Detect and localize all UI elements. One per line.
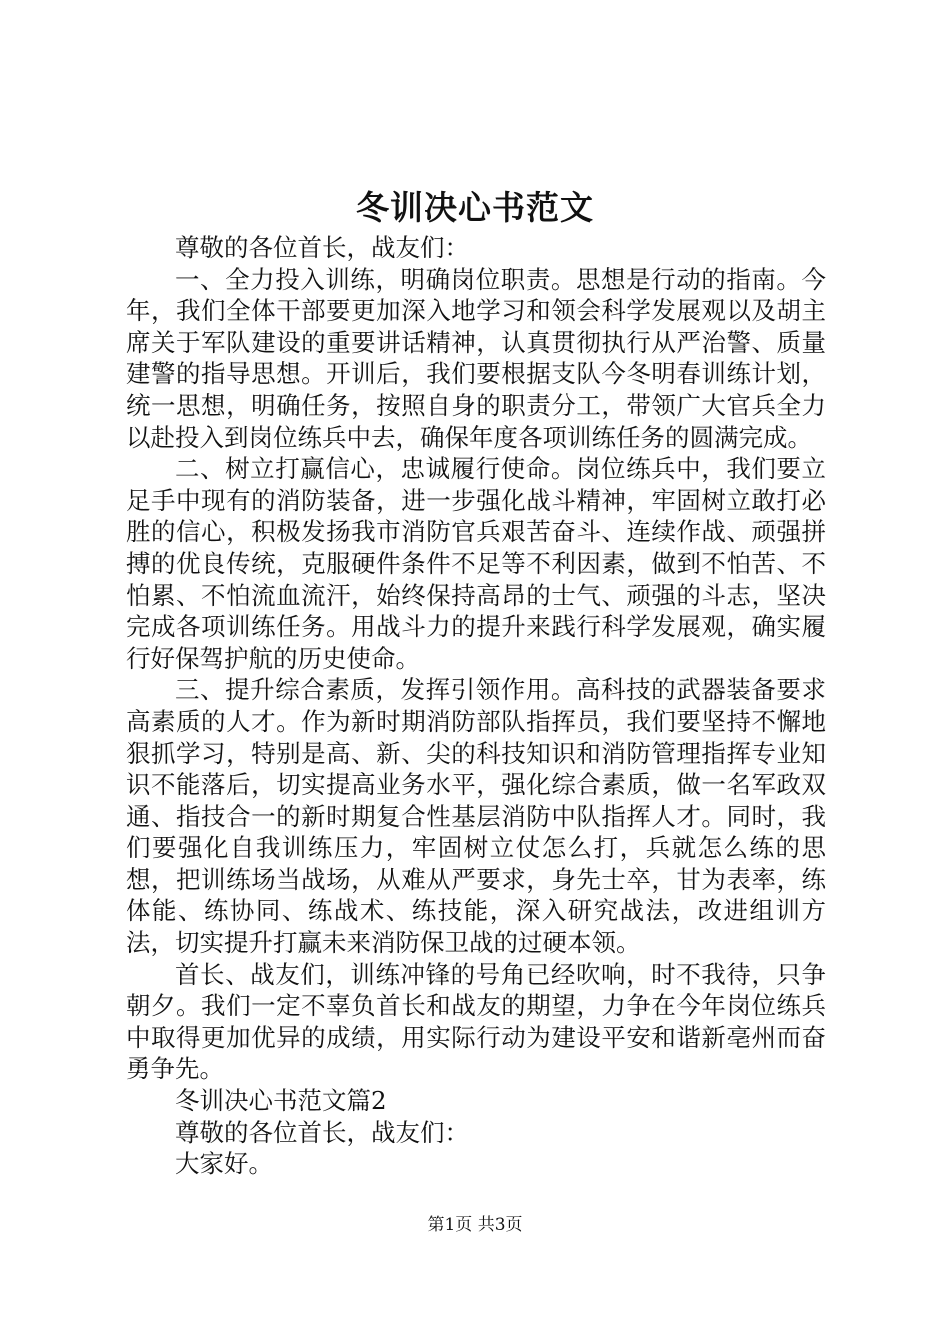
paragraph-section-heading: 冬训决心书范文篇2 [175,1086,387,1116]
paragraph-point-three: 三、提升综合素质，发挥引领作用。高科技的武器装备要求高素质的人才。作为新时期消防部队指挥员，我们要坚持不懈地狠抓学习，特别是高、新、尖的科技知识和消防管理指挥专业知识不能落后，切实提高业务水平，强化综合素质，做一名军政双通、指技合一的新时期复合性基层消防中队指挥人才。同时，我们要强化自我训练压力，牢固树立仗怎么打，兵就怎么练的思想，把训练场当战场，从难从严要求，身先士卒，甘为表率，练体能、练协同、练战术、练技能，深入研究战法，改进组训方法，切实提升打赢未来消防保卫战的过硬本领。 [126,675,826,958]
paragraph-point-one: 一、全力投入训练，明确岗位职责。思想是行动的指南。今年，我们全体干部要更加深入地学习和领会科学发展观以及胡主席关于军队建设的重要讲话精神，认真贯彻执行从严治警、质量建警的指导思想。开训后，我们要根据支队今冬明春训练计划，统一思想，明确任务，按照自身的职责分工，带领广大官兵全力以赴投入到岗位练兵中去，确保年度各项训练任务的圆满完成。 [126,264,826,452]
paragraph-salutation-2: 尊敬的各位首长，战友们： [175,1117,469,1147]
document-body [126,232,826,1180]
document-title: 冬训决心书范文 [356,188,594,227]
paragraph-point-two: 二、树立打赢信心，忠诚履行使命。岗位练兵中，我们要立足手中现有的消防装备，进一步强化战斗精神，牢固树立敢打必胜的信心，积极发扬我市消防官兵艰苦奋斗、连续作战、顽强拼搏的优良传统，克服硬件条件不足等不利因素，做到不怕苦、不怕累、不怕流血流汗，始终保持高昂的士气、顽强的斗志，坚决完成各项训练任务。用战斗力的提升来践行科学发展观，确实履行好保驾护航的历史使命。 [126,454,826,673]
paragraph-closing: 首长、战友们，训练冲锋的号角已经吹响，时不我待，只争朝夕。我们一定不辜负首长和战友的期望，力争在今年岗位练兵中取得更加优异的成绩，用实际行动为建设平安和谐新亳州而奋勇争先。 [126,959,826,1084]
paragraph-greeting: 大家好。 [175,1149,273,1179]
page-number: 第1页 共3页 [427,1215,523,1235]
paragraph-salutation: 尊敬的各位首长，战友们： [175,233,469,262]
